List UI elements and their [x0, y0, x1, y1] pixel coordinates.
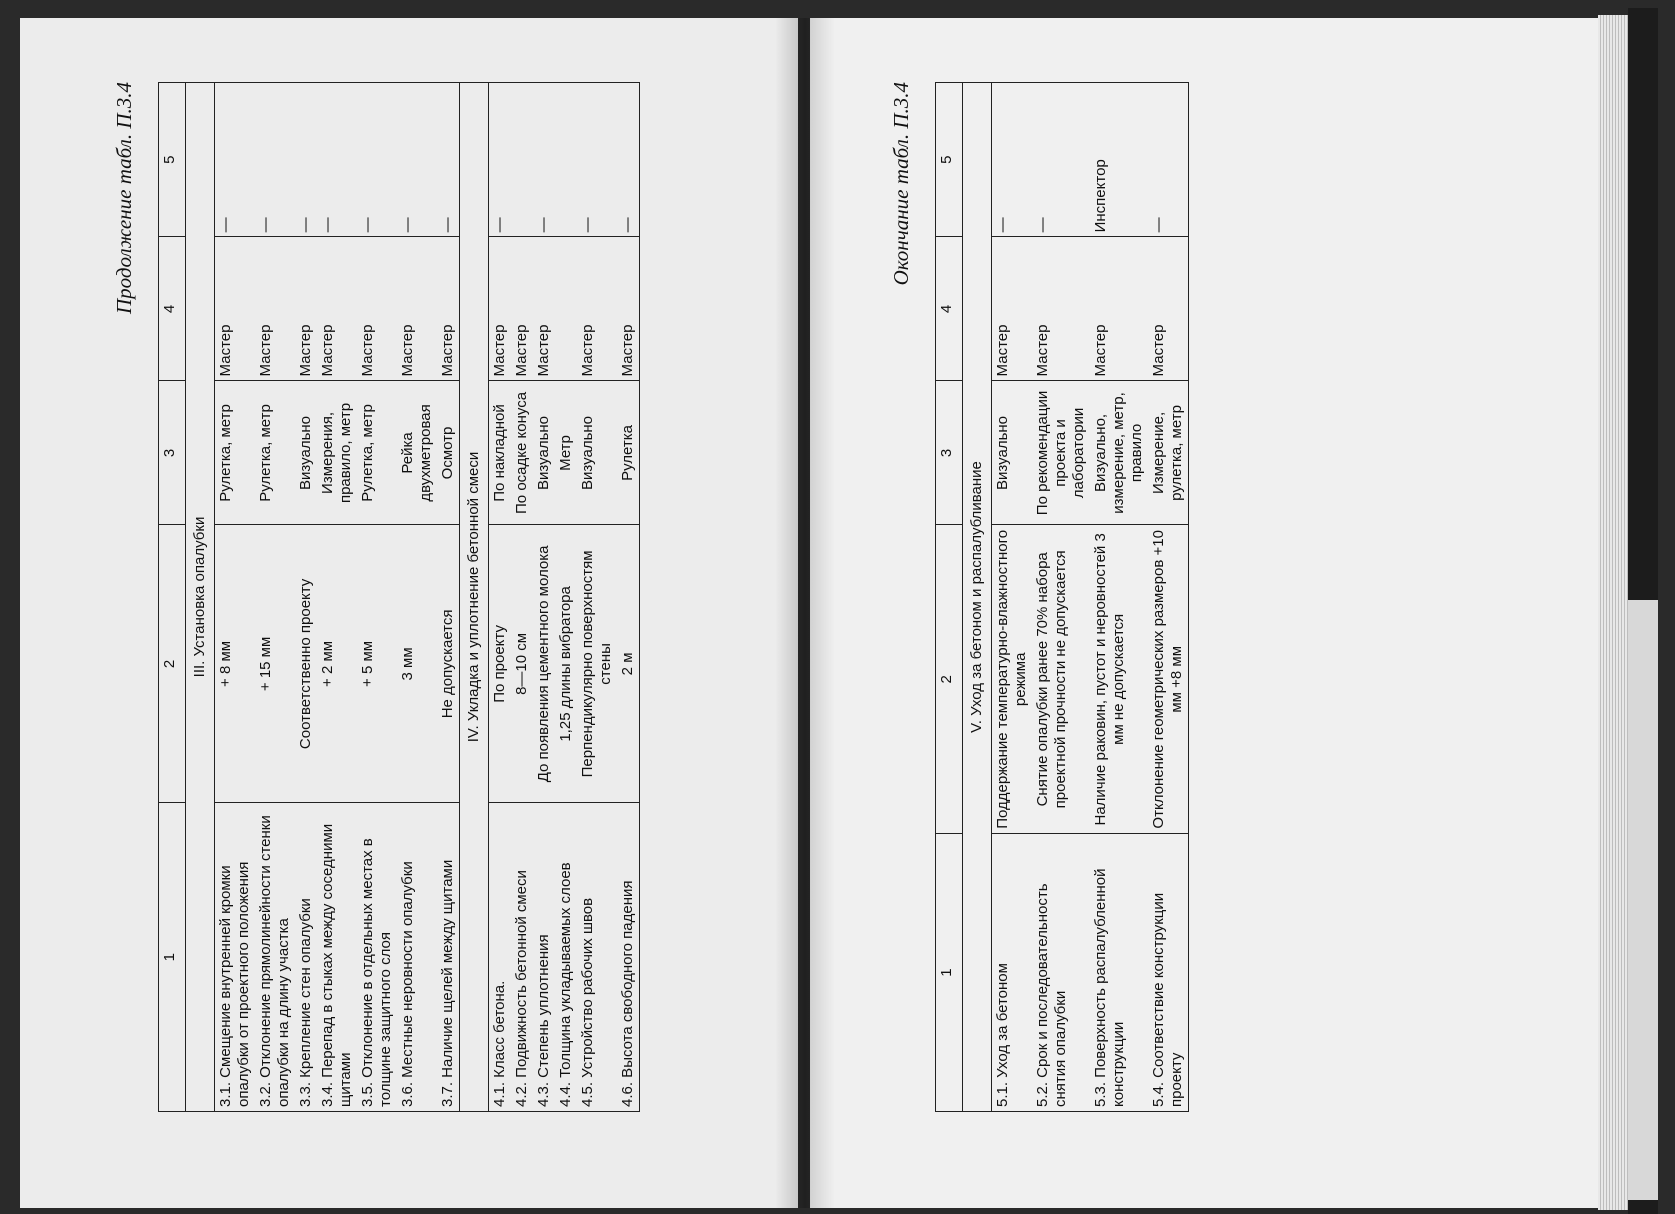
cell-desc: 4.4. Толщина укладываемых слоев — [555, 803, 577, 1112]
cell-inspector: — — [437, 83, 460, 237]
cell-tolerance: Перпендикулярно поверхностям стены — [577, 525, 617, 803]
cell-desc: 3.6. Местные неровности опалубки — [397, 803, 437, 1112]
cell-tolerance: Наличие раковин, пустот и неровностей 3 мм не допускается — [1090, 525, 1148, 834]
header-col-5: 5 — [936, 83, 963, 237]
cell-controller: Мастер — [317, 237, 357, 381]
cell-tolerance: 2 м — [617, 525, 640, 803]
cell-desc: 3.7. Наличие щелей между щитами — [437, 803, 460, 1112]
cell-controller: Мастер — [617, 237, 640, 381]
section-title-4: IV. Укладка и уплотнение бетонной смеси — [460, 83, 489, 1112]
section-row — [186, 83, 215, 1112]
cell-desc: 3.5. Отклонение в отдельных местах в толщине защитного слоя — [357, 803, 397, 1112]
cell-desc: 5.4. Соответствие конструкции проекту — [1148, 834, 1189, 1112]
cell-inspector: Инспектор — [1090, 83, 1148, 237]
table-row — [617, 83, 640, 1112]
book-spine — [775, 18, 835, 1208]
header-col-5: 5 — [159, 83, 186, 237]
table-row — [533, 83, 555, 1112]
cell-controller: Мастер — [577, 237, 617, 381]
cell-tolerance: По проекту — [489, 525, 512, 803]
cell-tolerance: 8—10 см — [511, 525, 533, 803]
header-col-4: 4 — [936, 237, 963, 381]
table-row — [1148, 83, 1189, 1112]
cell-method: Рулетка — [617, 381, 640, 525]
header-col-3: 3 — [159, 381, 186, 525]
cell-method: По накладной — [489, 381, 512, 525]
table-row — [1090, 83, 1148, 1112]
cell-method: Рулетка, метр — [255, 381, 295, 525]
cell-tolerance: + 5 мм — [357, 525, 397, 803]
cell-controller: Мастер — [489, 237, 512, 381]
cell-inspector: — — [992, 83, 1033, 237]
cell-method: Рулетка, метр — [215, 381, 256, 525]
cell-tolerance: 3 мм — [397, 525, 437, 803]
cell-method: Визуально — [577, 381, 617, 525]
cell-inspector: — — [317, 83, 357, 237]
left-table-caption: Продолжение табл. П.3.4 — [112, 82, 136, 314]
cell-inspector: — — [489, 83, 512, 237]
cell-method: По осадке конуса — [511, 381, 533, 525]
cell-controller: Мастер — [437, 237, 460, 381]
table-row — [215, 83, 256, 1112]
cell-tolerance: + 8 мм — [215, 525, 256, 803]
cell-inspector — [555, 83, 577, 237]
cell-inspector: — — [255, 83, 295, 237]
cell-controller: Мастер — [295, 237, 317, 381]
table-row — [397, 83, 437, 1112]
header-col-2: 2 — [936, 525, 963, 834]
cell-inspector: — — [1032, 83, 1090, 237]
cell-method: Измерения, правило, метр — [317, 381, 357, 525]
cell-tolerance: + 15 мм — [255, 525, 295, 803]
cell-method: Визуально — [533, 381, 555, 525]
cell-desc: 4.5. Устройство рабочих швов — [577, 803, 617, 1112]
cell-desc: 3.3. Крепление стен опалубки — [295, 803, 317, 1112]
cell-desc: 5.2. Срок и последовательность снятия опалубки — [1032, 834, 1090, 1112]
cell-inspector — [511, 83, 533, 237]
table-row — [317, 83, 357, 1112]
table-row — [255, 83, 295, 1112]
right-table — [935, 82, 1189, 1112]
cell-inspector: — — [397, 83, 437, 237]
cell-inspector: — — [215, 83, 256, 237]
cell-method: Визуально, измерение, метр, правило — [1090, 381, 1148, 525]
cell-inspector: — — [533, 83, 555, 237]
table-row — [511, 83, 533, 1112]
left-table-block — [112, 82, 718, 1112]
cell-controller: Мастер — [397, 237, 437, 381]
cell-controller: Мастер — [357, 237, 397, 381]
cell-controller: Мастер — [255, 237, 295, 381]
table-header-row — [159, 83, 186, 1112]
cell-inspector: — — [577, 83, 617, 237]
right-table-block — [889, 82, 1215, 1112]
header-col-2: 2 — [159, 525, 186, 803]
cell-tolerance: Не допускается — [437, 525, 460, 803]
header-col-4: 4 — [159, 237, 186, 381]
cell-method: Рейка двухметровая — [397, 381, 437, 525]
cell-controller — [555, 237, 577, 381]
cell-desc: 3.1. Смещение внутренней кромки опалубки от проектного положения — [215, 803, 256, 1112]
cell-method: Метр — [555, 381, 577, 525]
cell-method: По рекомендации проекта и лаборатории — [1032, 381, 1090, 525]
cell-controller: Мастер — [1032, 237, 1090, 381]
cell-inspector: — — [1148, 83, 1189, 237]
cell-desc: 5.3. Поверхность распалубленной конструкции — [1090, 834, 1148, 1112]
section-row — [460, 83, 489, 1112]
right-table-caption: Окончание табл. П.3.4 — [889, 82, 913, 286]
cell-tolerance: Поддержание температурно-влажностного режима — [992, 525, 1033, 834]
table-row — [992, 83, 1033, 1112]
cell-controller: Мастер — [215, 237, 256, 381]
cell-desc: 3.2. Отклонение прямолинейности стенки опалубки на длину участка — [255, 803, 295, 1112]
header-col-1: 1 — [936, 834, 963, 1112]
cell-method: Рулетка, метр — [357, 381, 397, 525]
header-col-1: 1 — [159, 803, 186, 1112]
cell-desc: 5.1. Уход за бетоном — [992, 834, 1033, 1112]
section-row — [963, 83, 992, 1112]
cell-desc: 3.4. Перепад в стыках между соседними щитами — [317, 803, 357, 1112]
table-row — [357, 83, 397, 1112]
table-row — [555, 83, 577, 1112]
cell-controller: Мастер — [992, 237, 1033, 381]
cell-controller: Мастер — [533, 237, 555, 381]
cell-inspector: — — [295, 83, 317, 237]
left-table — [158, 82, 640, 1112]
table-row — [295, 83, 317, 1112]
cell-tolerance: Снятие опалубки ранее 70% набора проектной прочности не допускается — [1032, 525, 1090, 834]
cover-strip — [1628, 600, 1658, 1200]
section-title-5: V. Уход за бетоном и распалубливание — [963, 83, 992, 1112]
table-row — [577, 83, 617, 1112]
cell-controller: Мастер — [511, 237, 533, 381]
cell-method: Измерение, рулетка, метр — [1148, 381, 1189, 525]
table-row — [437, 83, 460, 1112]
table-row — [1032, 83, 1090, 1112]
table-row — [489, 83, 512, 1112]
table-header-row — [936, 83, 963, 1112]
cell-tolerance: 1,25 длины вибратора — [555, 525, 577, 803]
cell-tolerance: + 2 мм — [317, 525, 357, 803]
cell-desc: 4.3. Степень уплотнения — [533, 803, 555, 1112]
cell-tolerance: До появления цементного молока — [533, 525, 555, 803]
section-title-3: III. Установка опалубки — [186, 83, 215, 1112]
cell-desc: 4.2. Подвижность бетонной смеси — [511, 803, 533, 1112]
header-col-3: 3 — [936, 381, 963, 525]
cell-desc: 4.6. Высота свободного падения — [617, 803, 640, 1112]
cell-tolerance: Отклонение геометрических размеров +10 мм +8 мм — [1148, 525, 1189, 834]
cell-desc: 4.1. Класс бетона. — [489, 803, 512, 1112]
cell-inspector: — — [617, 83, 640, 237]
cell-controller: Мастер — [1148, 237, 1189, 381]
cell-method: Визуально — [992, 381, 1033, 525]
cell-tolerance: Соответственно проекту — [295, 525, 317, 803]
cell-controller: Мастер — [1090, 237, 1148, 381]
cell-inspector: — — [357, 83, 397, 237]
cell-method: Визуально — [295, 381, 317, 525]
cell-method: Осмотр — [437, 381, 460, 525]
